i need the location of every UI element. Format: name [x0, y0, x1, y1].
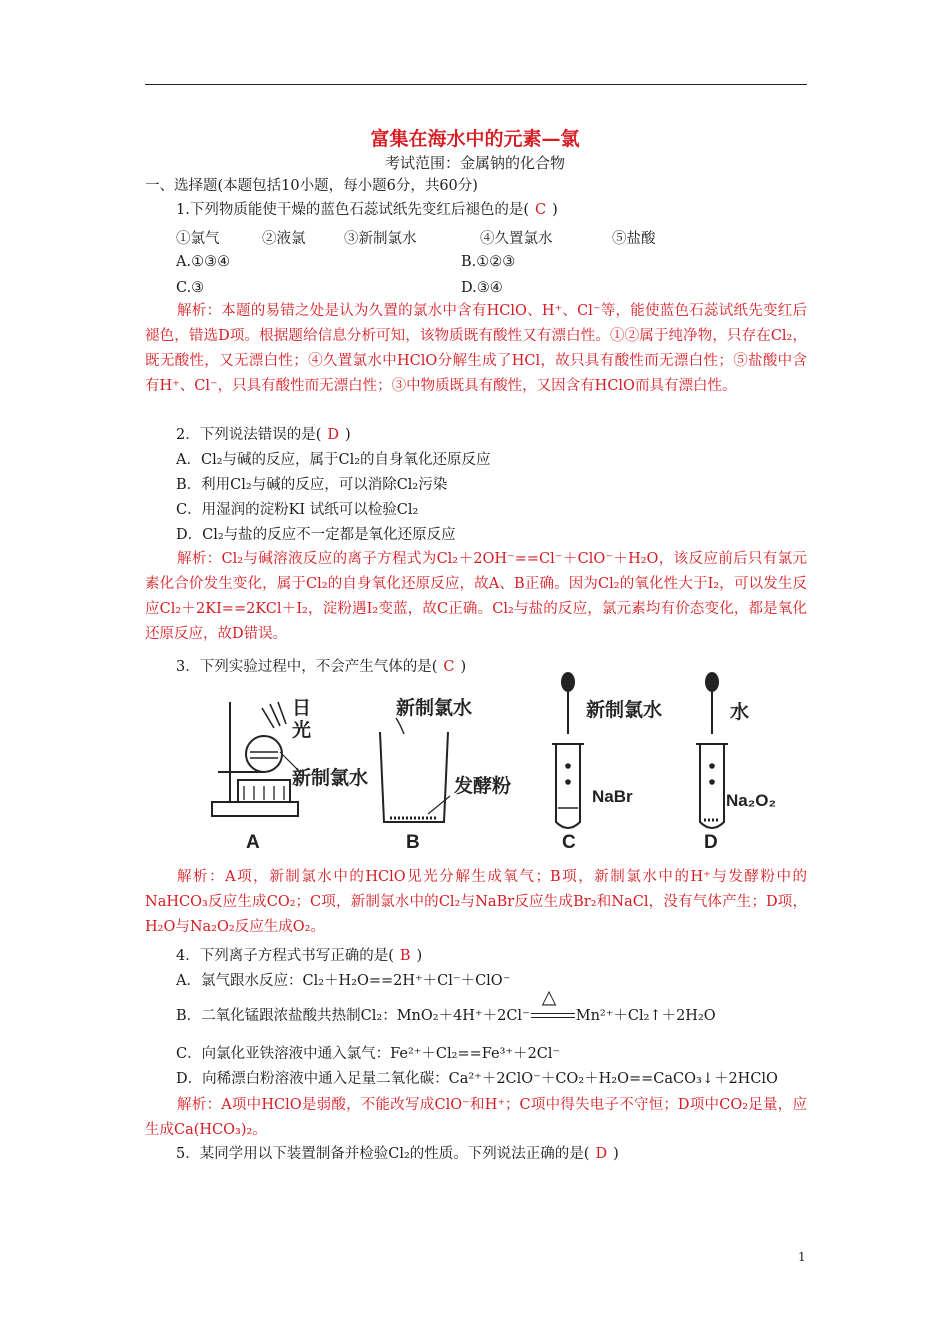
q2-option-b: B．利用Cl₂与碱的反应，可以消除Cl₂污染	[176, 477, 448, 493]
label-a: A	[246, 832, 260, 853]
q1-item-5: ⑤盐酸	[612, 231, 656, 247]
q4-option-a: A．氯气跟水反应：Cl₂＋H₂O==2H⁺＋Cl⁻＋ClO⁻	[176, 973, 511, 989]
label-b-water: 新制氯水	[396, 698, 473, 719]
q3-explanation: 解析：A项，新制氯水中的HClO见光分解生成氧气；B项，新制氯水中的H⁺与发酵粉中的NaHCO₃反应生成CO₂；C项，新制氯水中的Cl₂与NaBr反应生成Br₂和NaCl，没有气体产生；D项，H₂O与Na₂O₂反应生成O₂。	[145, 869, 807, 935]
q5-stem	[176, 1143, 619, 1165]
q3-apparatus-figure	[200, 672, 820, 856]
apparatus-c	[552, 673, 584, 828]
q4-option-d: D．向稀漂白粉溶液中通入足量二氧化碳：Ca²⁺＋2ClO⁻＋CO₂＋H₂O==CaCO₃↓＋2HClO	[176, 1071, 778, 1087]
q2-explanation: 解析：Cl₂与碱溶液反应的离子方程式为Cl₂＋2OH⁻==Cl⁻＋ClO⁻＋H₂O，该反应前后只有氯元素化合价发生变化，属于Cl₂的自身氧化还原反应，故A、B正确。因为Cl₂的氧化性大于I₂，可以发生反应Cl₂＋2KI==2KCl＋I₂，淀粉遇I₂变蓝，故C正确。Cl₂与盐的反应，氯元素均有价态变化，都是氧化还原反应，故D错误。	[145, 551, 807, 642]
q1-explanation: 解析：本题的易错之处是认为久置的氯水中含有HClO、H⁺、Cl⁻等，能使蓝色石蕊试纸先变红后褪色，错选D项。根据题给信息分析可知，该物质既有酸性又有漂白性。①②属于纯净物，只存在Cl₂，既无酸性，又无漂白性；④久置氯水中HClO分解生成了HCl，故只具有酸性而无漂白性；⑤盐酸中含有H⁺、Cl⁻，只具有酸性而无漂白性；③中物质既具有酸性，又因含有HClO而具有漂白性。	[145, 303, 807, 394]
page-number: 1	[798, 1250, 806, 1264]
q3-answer: C	[443, 659, 455, 675]
q3-close: )	[460, 659, 467, 675]
drop	[566, 780, 570, 784]
q4-stem-text: 4．下列离子方程式书写正确的是(	[176, 948, 394, 964]
sunlight-ray	[278, 702, 286, 724]
dropper-bulb	[562, 673, 574, 691]
q1-option-d: D.③④	[461, 280, 503, 296]
heat-triangle: △	[541, 986, 557, 1008]
q4-option-c: C．向氯化亚铁溶液中通入氯气：Fe²⁺＋Cl₂==Fe³⁺＋2Cl⁻	[176, 1046, 561, 1062]
equals-line	[531, 1013, 575, 1014]
label-b-powder: 发酵粉	[454, 776, 512, 797]
round-flask	[246, 736, 282, 772]
q4-answer: B	[399, 948, 411, 964]
label-d: D	[704, 832, 718, 853]
leader-line	[280, 752, 296, 768]
label-d-water: 水	[730, 702, 750, 723]
label-d-salt: Na₂O₂	[726, 791, 777, 810]
apparatus-d	[696, 673, 728, 828]
page-title: 富集在海水中的元素—氯	[370, 128, 580, 150]
pour-arrow	[396, 718, 404, 734]
label-c-water: 新制氯水	[586, 700, 663, 721]
label-a-water: 新制氯水	[292, 768, 369, 789]
section-heading: 一、选择题(本题包括10小题，每小题6分，共60分)	[145, 178, 478, 194]
label-c-salt: NaBr	[592, 787, 633, 806]
q4-close: )	[416, 948, 423, 964]
q3-stem-text: 3．下列实验过程中，不会产生气体的是(	[176, 659, 438, 675]
q5-close: )	[613, 1146, 619, 1162]
q1-option-b: B.①②③	[461, 254, 516, 270]
heat-equals-sign	[531, 986, 575, 1023]
label-c: C	[562, 832, 576, 853]
q4-stem	[176, 945, 422, 967]
sunlight-ray	[262, 708, 274, 728]
q2-option-d: D．Cl₂与盐的反应不一定都是氧化还原反应	[176, 527, 456, 543]
page-subtitle: 考试范围：金属钠的化合物	[384, 154, 565, 172]
q4-option-b-lhs: B．二氧化锰跟浓盐酸共热制Cl₂：MnO₂＋4H⁺＋2Cl⁻	[176, 1008, 530, 1024]
q2-stem-text: 2．下列说法错误的是(	[176, 427, 322, 443]
test-tube	[556, 744, 580, 828]
drop	[566, 764, 570, 768]
apparatus-a	[212, 702, 298, 816]
q1-item-2: ②液氯	[262, 231, 306, 247]
stand-base	[212, 802, 298, 816]
q2-answer: D	[327, 427, 340, 443]
q1-answer: C	[535, 202, 547, 218]
label-sun-2: 光	[292, 720, 312, 741]
q5-answer: D	[595, 1146, 608, 1162]
q1-stem-text: 1.下列物质能使干燥的蓝色石蕊试纸先变红后褪色的是(	[176, 202, 529, 218]
q2-stem	[176, 424, 351, 446]
header-rule	[145, 84, 807, 85]
q1-item-3: ③新制氯水	[344, 231, 417, 247]
q2-option-a: A．Cl₂与碱的反应，属于Cl₂的自身氧化还原反应	[176, 452, 491, 468]
test-tube	[700, 744, 724, 828]
leader-line	[428, 796, 450, 814]
drop	[710, 764, 714, 768]
q4-explanation: 解析：A项中HClO是弱酸，不能改写成ClO⁻和H⁺；C项中得失电子不守恒；D项中CO₂足量，应生成Ca(HCO₃)₂。	[145, 1097, 807, 1138]
q1-option-a: A.①③④	[176, 254, 231, 270]
q1-item-4: ④久置氯水	[480, 231, 553, 247]
label-sun-1: 日	[292, 698, 312, 719]
beaker	[380, 732, 448, 822]
label-b: B	[406, 832, 420, 853]
q2-close: )	[345, 427, 351, 443]
q4-option-b-rhs: Mn²⁺＋Cl₂↑＋2H₂O	[575, 1008, 716, 1024]
q1-close: )	[552, 202, 558, 218]
q1-stem	[176, 199, 558, 221]
dropper-bulb	[706, 673, 718, 691]
equals-line	[531, 1017, 575, 1018]
q4-option-b	[176, 986, 716, 1027]
q1-item-1: ①氯气	[176, 231, 220, 247]
q5-stem-text: 5．某同学用以下装置制备并检验Cl₂的性质。下列说法正确的是(	[176, 1146, 590, 1162]
apparatus-b	[380, 718, 450, 822]
q1-option-c: C.③	[176, 280, 205, 296]
q2-option-c: C．用湿润的淀粉KI 试纸可以检验Cl₂	[176, 502, 419, 518]
drop	[710, 780, 714, 784]
